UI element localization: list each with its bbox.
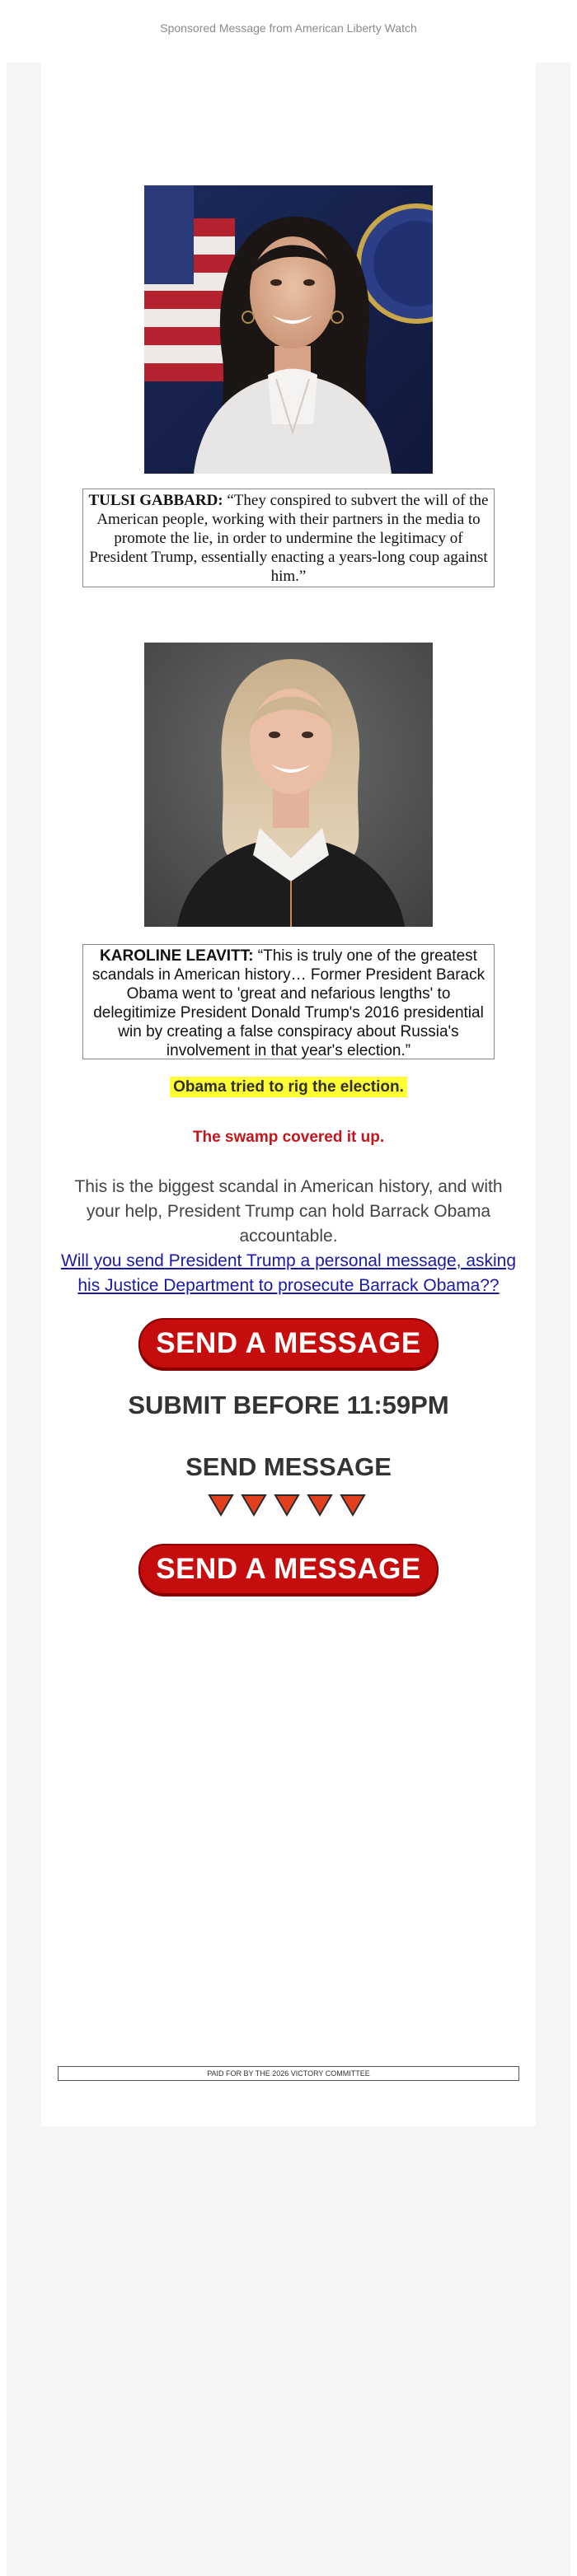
gabbard-quote-box — [82, 489, 495, 587]
body-paragraph: This is the biggest scandal in American history, and with your help, President Trump can hold Barrack Obama accountable. — [74, 1177, 503, 1246]
paid-for-disclaimer: PAID FOR BY THE 2026 VICTORY COMMITTEE — [58, 2066, 519, 2081]
send-message-heading: SEND MESSAGE — [185, 1452, 392, 1481]
triangle-down-icon — [340, 1494, 366, 1517]
leavitt-quote-text: “This is truly one of the greatest scandals in American history… Former President Barack Obama went to 'great and nefarious lengths' to delegitimize President Donald Trump's 2016 presidential win by creating a false conspiracy about Russia's involvement in that year's election.” — [91, 947, 486, 1059]
leavitt-quote-box — [82, 944, 495, 1059]
triangle-down-icon — [208, 1494, 234, 1517]
highlight-line: Obama tried to rig the election. — [170, 1077, 407, 1097]
sponsor-text: Sponsored Message from American Liberty Watch — [160, 21, 417, 35]
triangle-down-icon — [274, 1494, 300, 1517]
highlight-line-wrap — [41, 1078, 536, 1096]
gabbard-quote-text: “They conspired to subvert the will of the American people, working with their partners in the media to promote the lie, in order to undermine the legitimacy of President Trump, essentially enacting a years-long coup against him.” — [89, 492, 489, 585]
gabbard-quote-speaker: TULSI GABBARD: — [88, 492, 223, 509]
tulsi-gabbard-photo — [144, 185, 433, 474]
send-message-button-1[interactable]: SEND A MESSAGE — [138, 1318, 439, 1369]
arrow-row — [204, 1494, 373, 1518]
prosecute-link[interactable]: Will you send President Trump a personal message, asking his Justice Department to prosecute Barrack Obama?? — [60, 1251, 517, 1295]
leavitt-quote-speaker: KAROLINE LEAVITT: — [100, 947, 254, 965]
send-message-button-2[interactable]: SEND A MESSAGE — [138, 1544, 439, 1595]
karoline-leavitt-photo — [144, 643, 433, 927]
sponsor-header — [0, 0, 577, 63]
triangle-down-icon — [241, 1494, 267, 1517]
swamp-line: The swamp covered it up. — [192, 1129, 385, 1146]
deadline-heading: SUBMIT BEFORE 11:59PM — [128, 1391, 449, 1419]
triangle-down-icon — [307, 1494, 333, 1517]
